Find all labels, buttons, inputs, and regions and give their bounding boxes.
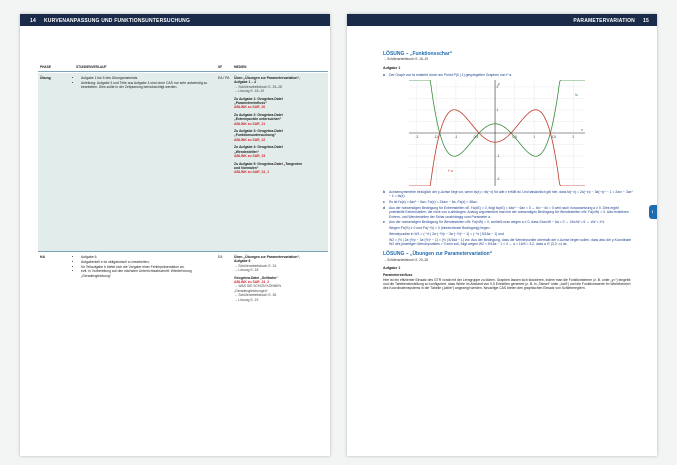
header-sf: SF	[218, 65, 223, 69]
ablink-link[interactable]: ABLINK zu SAR_24_1	[234, 170, 270, 175]
task-text: Hier ist ein effizienter Einsatz des GTR vorab mit der Lerngruppe zu klären. Graphen lassen sich skizzieren, indem man die Funktionsterme (z. B. unter „y=“) eingeibt und die Tabelleneinstellung so konfiguriert, dass Werte im Abstand von 0,5 Einheiten generiert (z. B. in „Tabset“ unter „Add“) und die Funktionswerte im Wertebereich des Koordinatensystems in der Tabelle („table“) angezeigt werden. Neuartige CAS bieten den graphischen Einsatz von Schiebereglern.	[383, 277, 631, 291]
solution-item-e3: Wendepunkte in W1 = (−½ | 2a·(−½)² − 3a·(−½)⁴ − 1) = (−½ | 5/16a − 1) und	[389, 232, 504, 237]
list-item: • für Teilaufgabe b bietet sich die Vorgabe einer Fehlerpräsentation an.	[81, 265, 216, 269]
section-source: → Schülerarbeitsbuch S. 20–28	[383, 257, 429, 262]
row-sf: EA / PA	[218, 76, 230, 80]
x-tick-label: 2	[572, 135, 575, 140]
media-ref: → Schülerarbeitsbuch S. 25–28	[234, 84, 282, 89]
media-item	[234, 255, 306, 273]
left-page	[20, 14, 330, 456]
ablink-link[interactable]: ABLINK zu SAR_22	[234, 137, 266, 142]
task-label: Parametereinfluss	[383, 273, 413, 278]
media-ref: → Lösung S. 19	[234, 297, 259, 302]
y-tick-label: 1	[496, 108, 499, 113]
header-phase: PHASE	[40, 65, 51, 69]
running-title-left: KURVENANPASSUNG UND FUNKTIONSUNTERSUCHUNG	[44, 17, 191, 24]
x-tick-label: 1	[533, 135, 536, 140]
y-tick-label: 2	[496, 85, 499, 90]
x-axis-label: x	[581, 128, 583, 133]
list-item: • Aufgabenteil e ist obligatorisch zu bearbeiten;	[81, 260, 216, 264]
page-number-right: 15	[643, 17, 649, 24]
media-item	[234, 113, 306, 126]
page-number-left: 14	[30, 17, 36, 24]
media-item	[234, 276, 306, 302]
ablink-link[interactable]: ABLINK zu SAR_23	[234, 154, 266, 159]
solution-item-e: e Aus der notwendigen Bedingung für Wendestellen xW: f″a(xW) = 0, schließt man wegen a ≠ 0, dass 24ax²W − 6a = 0 ⇔ 24x²W = 6 ⇔ xW = ±½.	[383, 220, 605, 225]
solutions-content	[383, 52, 633, 291]
graph-svg	[409, 80, 585, 186]
row-sf: EA	[218, 255, 223, 259]
media-title: Üben „Übungen zur Parametervariation“, Aufgabe 6	[234, 255, 301, 264]
media-ref: → Lösung S. 18–19	[234, 89, 264, 94]
row-medien	[234, 255, 306, 305]
y-axis-label: y	[498, 82, 500, 87]
media-ref: → Lösung S. 18	[234, 268, 259, 273]
section-heading: LÖSUNG – „Funktionsschar“	[383, 51, 453, 57]
legend-label: fa	[575, 93, 578, 98]
media-title: Üben „Übungen zur Parametervariation“, Aufgabe 1 – 4	[234, 76, 301, 85]
chapter-tab: I	[649, 205, 657, 219]
header-verlauf: STUNDENVERLAUF	[76, 65, 107, 69]
ablink-link[interactable]: ABLINK zu SAR_20	[234, 105, 266, 110]
y-tick-label: -2	[496, 177, 500, 182]
media-title: Zu Aufgabe 2: Geogebra-Datei „Extrempunkte untersuchen“	[234, 112, 283, 122]
media-ref: → Schülerarbeitsbuch S. 24	[234, 263, 277, 268]
function-graph	[409, 80, 585, 186]
media-title: Geogebra-Datei „Seilbahn“	[234, 275, 278, 280]
media-item	[234, 129, 306, 142]
row-verlauf	[76, 255, 216, 279]
x-tick-label: -1	[454, 135, 458, 140]
table-row	[38, 73, 328, 251]
solution-item-e2: Wegen f‴a(½) ≠ 0 und f‴a(−½) < 0 (hinreichende Bedingung) liegen	[389, 226, 490, 231]
ablink-link[interactable]: ABLINK zu SAR_21	[234, 121, 266, 126]
y-tick-label: -1	[496, 154, 500, 159]
row-verlauf	[76, 76, 216, 90]
solution-item-d: d Aus der notwendigen Bedingung für Extremstellen xE: f′a(xE) = 0, folgt fa(xE) = 6ax⁵ − 6ax = 0 ⇔ 6x³ − 6x = 0 weil nach Voraussetzung a ≠ 0. Dies ergibt potentielle Extremstellen, die nicht von a abhängen. Analog argumentiert man bei der notwendigen Bedingung für Wendestellen xW: f″a(xW) = 0. Also existieren Extrem- und Wendestellen der Schar unabhängig vom Parameter a.	[383, 206, 629, 219]
series-line-red	[409, 110, 585, 186]
solution-item-e4: W2 = (½ | 2a·(½)² − 3a·(½)⁴ − 1) = (½ | 5/16a − 1) vor. Aus der Bedingung, dass die Wendepunkte oberhalb der x-Achse liegen sollen, dass also die y-Koordinate W2 des jeweiligen Wendepunktes > 0 sein soll, folgt wegen W2 = 5/16a − 1 > 0 ⇔ a > 16/5 = 3,2, dass a ∈ (3,2; ∞) ist.	[389, 237, 632, 247]
media-item	[234, 76, 306, 94]
x-tick-label: 1,5	[551, 135, 556, 140]
series-line-green	[409, 80, 585, 159]
task-heading: Aufgabe 1	[383, 65, 401, 70]
task-heading: Aufgabe 1	[383, 266, 401, 271]
ablink-link[interactable]: ABLINK zu SAR_24_2	[234, 280, 270, 285]
section-heading: LÖSUNG – „Übungen zur Parametervariation“	[383, 251, 493, 258]
row-medien	[234, 76, 306, 178]
right-page-header	[347, 14, 657, 26]
row-phase: HA	[40, 255, 45, 259]
lesson-plan-table	[38, 64, 328, 338]
list-item: • Anleitung: Aufgabe 3 und Teile aus Aufgabe 4 sind ohne CAS nur sehr aufwendig zu bearbeiten. Dies sollte in der Zeitplanung berücksichtigt werden.	[81, 81, 216, 90]
list-item: • Aufgabe 6	[81, 255, 216, 259]
media-title: Zu Aufgabe 1: Geogebra-Datei „Parametereinfluss“	[234, 96, 283, 106]
media-item	[234, 145, 306, 158]
list-item: • evtl. in Vorbereitung auf den nächsten Unterrichtsabschnitt: Wiederholung „Geradengleichung“	[81, 269, 216, 278]
media-item	[234, 162, 306, 175]
media-item	[234, 97, 306, 110]
media-title: Zu Aufgabe 4: Geogebra-Datei „Wendestellen“	[234, 145, 283, 154]
media-title: Zu Aufgabe 3: Geogebra-Datei „Funktionsuntersuchung“	[234, 129, 283, 138]
legend-label: f−a	[448, 169, 453, 174]
media-ref: → WAS SIE SCHON KÖNNEN „Geradengleichungen“	[234, 284, 281, 293]
table-header	[38, 64, 328, 72]
x-tick-label: -1,5	[433, 135, 440, 140]
header-medien: MEDIEN	[234, 65, 247, 69]
running-title-right: PARAMETERVARIATION	[573, 17, 635, 24]
media-ref: → Schülerarbeitsbuch S. 26	[234, 293, 277, 298]
solution-item-b: b Achsensymmetrie bezüglich der y-Achse liegt vor, wenn fa(x) = fa(−x) für alle x erfüllt ist. Und tatsächlich gilt hier, dass fa(−x) = 2a(−x)² − 3a(−x)⁴ − 1 = 2ax² − 3ax⁴ − 1 = fa(x).	[383, 190, 633, 199]
solution-item-a: a Der Graph von fa entsteht durch am Punkt P(0 | 1) gespiegelten Graphen von f−a.	[383, 72, 513, 77]
x-tick-label: -2	[415, 135, 419, 140]
x-tick-label: 0,5	[512, 135, 517, 140]
table-row	[38, 251, 328, 338]
media-title: Zu Aufgabe 5: Geogebra-Datei „Tangenten und Normalen“	[234, 161, 303, 170]
x-tick-label: -0,5	[472, 135, 479, 140]
left-page-header	[20, 14, 330, 26]
right-page	[347, 14, 657, 456]
solution-item-c: c Es ist f′a(x) = 6ax⁵ − 6ax, f″a(x) = 24ax² − 6a, f‴a(x) = 48ax.	[383, 200, 478, 205]
list-item: • Aufgabe 1 bis 5 des Übungsmaterials	[81, 76, 216, 80]
section-source: → Schülerarbeitsbuch S. 18–19	[383, 57, 429, 62]
row-phase: Übung	[40, 76, 51, 80]
